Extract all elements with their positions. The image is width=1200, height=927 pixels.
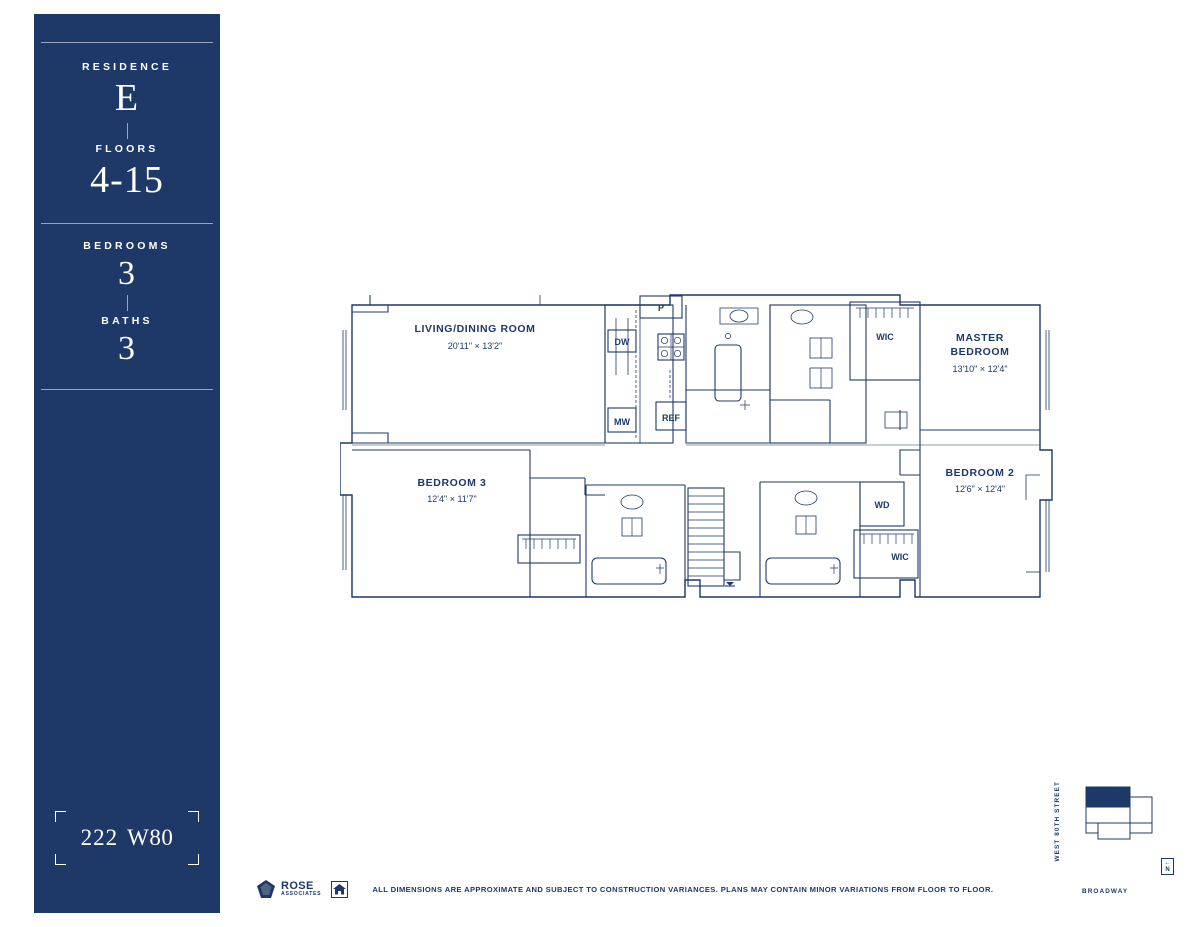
logo-corner-tl	[55, 811, 66, 822]
logo-number: 222	[80, 825, 119, 850]
sidebar-divider-top	[41, 42, 213, 43]
appliance-label-dw: DW	[614, 337, 630, 347]
logo-corner-bl	[55, 854, 66, 865]
rose-associates-logo	[256, 879, 321, 899]
keymap-street-vertical: WEST 80TH STREET	[1054, 781, 1061, 862]
floors-block	[90, 143, 164, 201]
property-logo	[34, 811, 220, 865]
appliance-label-ref: REF	[662, 413, 680, 423]
baths-block	[101, 315, 152, 367]
keymap-street-bottom: BROADWAY	[1082, 888, 1129, 895]
appliance-label-p: P	[657, 303, 665, 313]
rose-diamond-icon	[256, 879, 276, 899]
sidebar-divider-bottom	[41, 389, 213, 390]
bedrooms-value: 3	[118, 254, 136, 292]
compass-arrow: ←	[1164, 859, 1171, 866]
room-dims-bedroom3: 12'4" × 11'7"	[427, 494, 477, 504]
key-map	[1054, 775, 1174, 895]
logo-corner-br	[188, 854, 199, 865]
disclaimer-text: ALL DIMENSIONS ARE APPROXIMATE AND SUBJECT TO CONSTRUCTION VARIANCES. PLANS MAY CONTAIN MINOR VARIATIONS FROM FLOOR TO FLOOR.	[372, 884, 994, 894]
bedrooms-block	[83, 240, 170, 292]
bedrooms-label: BEDROOMS	[83, 239, 171, 252]
sidebar-divider-mid	[41, 223, 213, 224]
sidebar-tick-2	[127, 295, 128, 311]
room-label-master-2: BEDROOM	[950, 346, 1010, 358]
residence-block	[82, 61, 172, 119]
compass-north: N	[1165, 866, 1170, 873]
appliance-label-wd: WD	[874, 500, 890, 510]
info-sidebar	[34, 14, 220, 913]
room-label-master-1: MASTER	[956, 332, 1004, 344]
room-dims-living: 20'11" × 13'2"	[447, 341, 503, 351]
sidebar-tick-1	[127, 123, 128, 139]
baths-value: 3	[117, 330, 136, 368]
logo-name: W80	[127, 825, 174, 850]
room-label-bedroom3: BEDROOM 3	[417, 477, 487, 489]
floors-value: 4-15	[90, 158, 164, 201]
residence-label: RESIDENCE	[81, 61, 173, 73]
appliance-label-mw: MW	[614, 417, 630, 427]
room-dims-bedroom2: 12'6" × 12'4"	[954, 484, 1006, 494]
floors-label: FLOORS	[95, 142, 159, 155]
room-label-living: LIVING/DINING ROOM	[414, 323, 536, 335]
compass-icon	[1161, 858, 1174, 875]
closet-label-wic-2: WIC	[891, 552, 909, 562]
rose-brand-sub: ASSOCIATES	[281, 891, 322, 898]
baths-label: BATHS	[101, 315, 153, 328]
footer-bar	[256, 879, 993, 899]
residence-value: E	[114, 77, 140, 119]
keymap-building-diagram	[1078, 783, 1168, 863]
closet-label-wic-master: WIC	[876, 332, 894, 342]
floorplan-drawing	[340, 290, 1080, 605]
equal-housing-icon	[331, 881, 348, 898]
room-label-bedroom2: BEDROOM 2	[945, 467, 1015, 479]
room-dims-master: 13'10" × 12'4"	[952, 364, 1008, 374]
logo-corner-tr	[188, 811, 199, 822]
rose-brand-name: ROSE	[281, 879, 314, 892]
